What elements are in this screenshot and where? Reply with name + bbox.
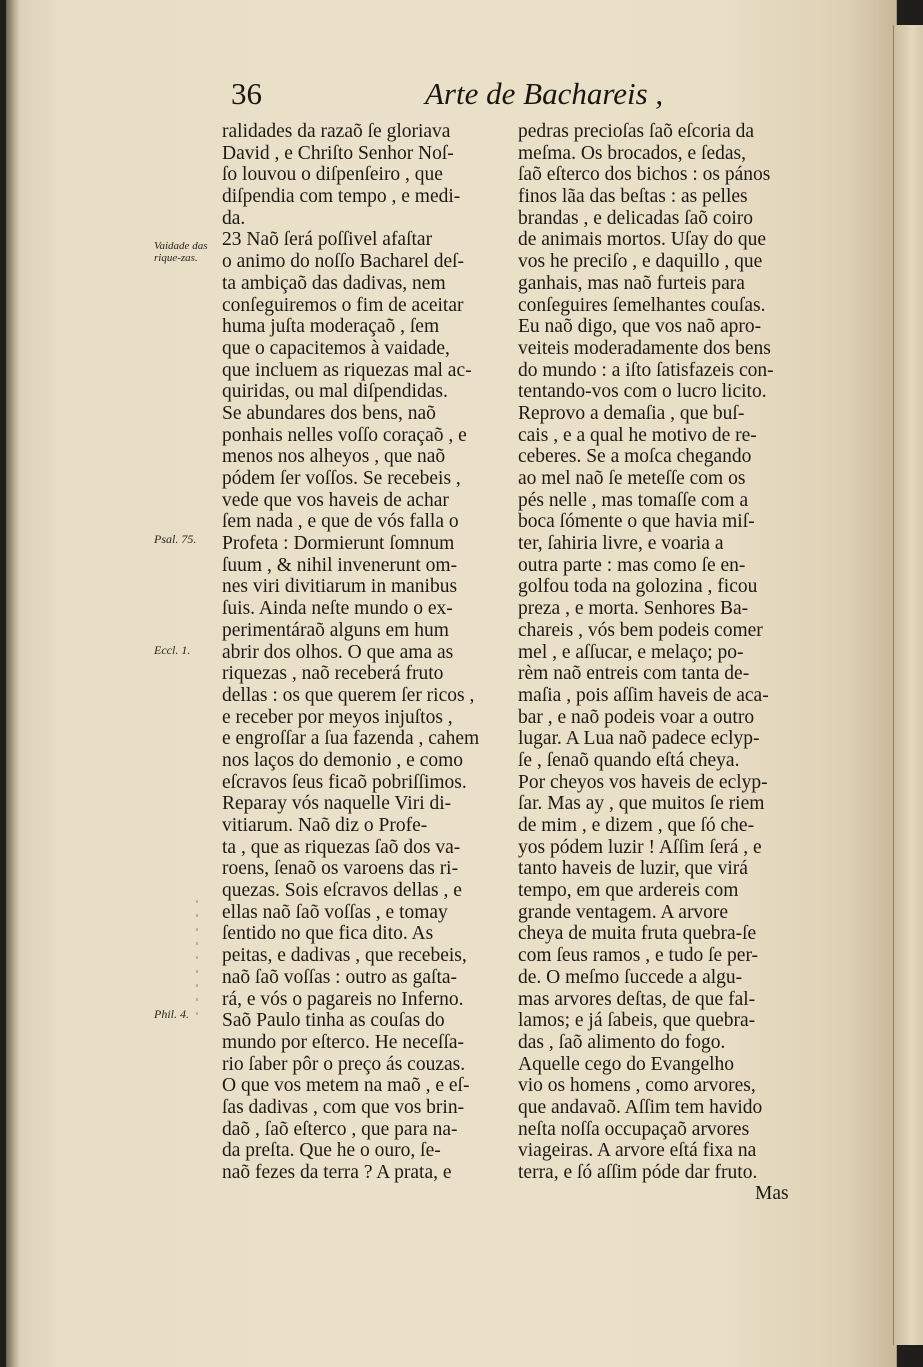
text-line: finos lãa das beſtas : as pelles xyxy=(518,186,748,208)
text-line: eſcravos ſeus ficaõ pobriſſimos. xyxy=(222,771,467,793)
text-line: vos he preciſo , e daquillo , que xyxy=(518,251,763,273)
text-line: ao mel naõ ſe meteſſe com os xyxy=(518,468,746,489)
text-line: lugar. A Lua naõ padece eclyp- xyxy=(518,728,760,750)
text-line: Se abundares dos bens, naõ xyxy=(222,402,436,424)
text-line: com ſeus ramos , e tudo ſe per- xyxy=(518,945,759,967)
text-line: naõ ſaõ voſſas : outro as gaſta- xyxy=(222,966,458,988)
text-line: dellas : os que querem ſer ricos , xyxy=(222,684,475,706)
text-line: ſe , ſenaõ quando eſtá cheya. xyxy=(518,749,740,771)
text-line: e receber por meyos injuſtos , xyxy=(222,706,453,728)
page-number: 36 xyxy=(231,76,262,111)
text-line: David , e Chriſto Senhor Noſ- xyxy=(222,142,454,164)
text-line: e engroſſar a ſua fazenda , cahem xyxy=(222,728,480,750)
text-line: bar , e naõ podeis voar a outro xyxy=(518,706,755,728)
running-title: Arte de Bachareis , xyxy=(425,76,664,111)
text-line: conſeguiremos o fim de aceitar xyxy=(222,294,464,316)
text-line: pódem ſer voſſos. Se recebeis , xyxy=(222,468,461,489)
text-line: ſentido no que fica dito. As xyxy=(222,923,434,945)
text-line: Reparay vós naquelle Viri di- xyxy=(222,793,452,815)
text-line: diſpendia com tempo , e medi- xyxy=(222,186,461,208)
text-line: o animo do noſſo Bacharel deſ- xyxy=(222,251,465,273)
text-line: riquezas , naõ receberá fruto xyxy=(222,663,444,685)
text-line: veiteis moderadamente dos bens xyxy=(518,337,771,359)
right-text-column xyxy=(518,121,808,1184)
text-line: ter, ſahiria livre, e voaria a xyxy=(518,533,724,555)
text-line: Saõ Paulo tinha as couſas do xyxy=(222,1010,445,1032)
text-line: ſuis. Ainda neſte mundo o ex- xyxy=(222,598,453,620)
text-line: perimentáraõ alguns em hum xyxy=(222,619,449,641)
text-line: Reprovo a demaſia , que buſ- xyxy=(518,402,745,424)
text-line: tanto haveis de luzir, que virá xyxy=(518,858,748,880)
text-line: ſo louvou o diſpenſeiro , que xyxy=(222,164,443,186)
left-text-column xyxy=(222,121,508,1184)
text-line: ta ambiçaõ das dadivas, nem xyxy=(222,272,446,294)
text-line: da. xyxy=(222,207,246,229)
text-line: de animais mortos. Uſay do que xyxy=(518,229,767,251)
text-line: golfou toda na golozina , ficou xyxy=(518,576,758,598)
text-line: de. O meſmo ſuccede a algu- xyxy=(518,966,743,988)
text-line: da preſta. Que he o ouro, ſe- xyxy=(222,1140,441,1162)
text-line: daõ , ſaõ eſterco , que para na- xyxy=(222,1118,458,1140)
text-line: ellas naõ ſaõ voſſas , e tomay xyxy=(222,901,448,923)
text-line: das , ſaõ alimento do fogo. xyxy=(518,1031,726,1053)
text-line: nes viri divitiarum in manibus xyxy=(222,576,458,598)
text-line: viageiras. A arvore eſtá fixa na xyxy=(518,1140,757,1162)
text-line: que incluem as riquezas mal ac- xyxy=(222,359,472,381)
text-line: roens, ſenaõ os varoens das ri- xyxy=(222,858,459,880)
text-line: lamos; e já ſabeis, que quebra- xyxy=(518,1010,756,1032)
catchword: Mas xyxy=(755,1183,789,1204)
text-line: ganhais, mas naõ furteis para xyxy=(518,272,745,294)
text-line: ceberes. Se a moſca chegando xyxy=(518,446,752,468)
text-line: ſem nada , e que de vós falla o xyxy=(222,511,459,533)
text-line: 23 Naõ ſerá poſſivel afaſtar xyxy=(222,229,433,251)
text-line: huma juſta moderaçaõ , ſem xyxy=(222,316,440,338)
margin-note-psal: Psal. 75. xyxy=(154,532,197,546)
text-line: yos pódem luzir ! Aſſim ſerá , e xyxy=(518,836,762,858)
text-line: ſuum , & nihil invenerunt om- xyxy=(222,554,458,576)
text-line: rio ſaber pôr o preço ás couzas. xyxy=(222,1053,466,1075)
text-line: chareis , vós bem podeis comer xyxy=(518,619,763,641)
facing-page-edge xyxy=(893,25,923,1345)
text-line: cheya de muita fruta quebra-ſe xyxy=(518,923,757,945)
book-page xyxy=(6,0,897,1367)
text-line: que andavaõ. Aſſim tem havido xyxy=(518,1096,763,1118)
margin-note-phil: Phil. 4. xyxy=(154,1007,189,1021)
text-line: nos laços do demonio , e como xyxy=(222,749,463,771)
text-line: mel , e aſſucar, e melaço; po- xyxy=(518,641,744,663)
text-line: vitiarum. Naõ diz o Profe- xyxy=(222,815,428,836)
text-line: Profeta : Dormierunt ſomnum xyxy=(222,533,455,555)
text-line: ponhais nelles voſſo coraçaõ , e xyxy=(222,424,467,446)
text-line: vio os homens , como arvores, xyxy=(518,1075,756,1097)
text-line: tentando-vos com o lucro licito. xyxy=(518,381,767,403)
text-line: Aquelle cego do Evangelho xyxy=(518,1053,735,1075)
text-line: cais , e a qual he motivo de re- xyxy=(518,424,757,446)
text-line: naõ fezes da terra ? A prata, e xyxy=(222,1162,452,1183)
text-line: mas arvores deſtas, de que fal- xyxy=(518,988,756,1010)
paper-speckles xyxy=(196,900,198,1020)
text-line: ralidades da razaõ ſe gloriava xyxy=(222,121,451,142)
text-line: menos nos alheyos , que naõ xyxy=(222,446,446,468)
text-line: meſma. Os brocados, e ſedas, xyxy=(518,142,746,164)
text-line: boca ſómente o que havia miſ- xyxy=(518,511,755,533)
margin-note-eccl: Eccl. 1. xyxy=(154,643,191,657)
text-line: do mundo : a iſto ſatisfazeis con- xyxy=(518,359,774,381)
text-line: de mim , e dizem , que ſó che- xyxy=(518,815,755,836)
text-line: outra parte : mas como ſe en- xyxy=(518,554,746,576)
text-line: rá, e vós o pagareis no Inferno. xyxy=(222,988,464,1010)
text-line: brandas , e delicadas ſaõ coiro xyxy=(518,207,753,229)
text-line: pedras precioſas ſaõ eſcoria da xyxy=(518,121,755,142)
text-line: mundo por eſterco. He neceſſa- xyxy=(222,1031,465,1053)
text-line: O que vos metem na maõ , e eſ- xyxy=(222,1075,470,1097)
text-line: peitas, e dadivas , que recebeis, xyxy=(222,945,467,967)
text-line: que o capacitemos à vaidade, xyxy=(222,337,450,359)
text-line: quezas. Sois eſcravos dellas , e xyxy=(222,880,462,902)
text-line: tempo, em que ardereis com xyxy=(518,880,739,902)
text-line: Por cheyos vos haveis de eclyp- xyxy=(518,771,768,793)
text-line: terra, e ſó aſſim póde dar fruto. xyxy=(518,1162,758,1183)
text-line: ſas dadivas , com que vos brin- xyxy=(222,1096,465,1118)
text-line: conſeguires ſemelhantes couſas. xyxy=(518,294,766,316)
text-line: maſia , pois aſſim haveis de aca- xyxy=(518,684,769,706)
text-line: preza , e morta. Senhores Ba- xyxy=(518,598,749,620)
text-line: grande ventagem. A arvore xyxy=(518,901,729,923)
text-line: neſta noſſa occupaçaõ arvores xyxy=(518,1118,750,1140)
margin-note-vaidade: Vaidade das rique-zas. xyxy=(154,240,208,264)
text-line: Eu naõ digo, que vos naõ apro- xyxy=(518,316,762,338)
text-line: rèm naõ entreis com tanta de- xyxy=(518,663,750,685)
text-line: abrir dos olhos. O que ama as xyxy=(222,641,454,663)
text-line: ſaõ eſterco dos bichos : os pános xyxy=(518,164,771,186)
text-line: ſar. Mas ay , que muitos ſe riem xyxy=(518,793,765,815)
text-line: ta , que as riquezas ſaõ dos va- xyxy=(222,836,461,858)
text-line: vede que vos haveis de achar xyxy=(222,489,449,511)
text-line: quiridas, ou mal diſpendidas. xyxy=(222,381,448,403)
page-header xyxy=(231,72,664,122)
text-line: pés nelle , mas tomaſſe com a xyxy=(518,489,749,511)
binding-gutter xyxy=(6,0,20,1367)
